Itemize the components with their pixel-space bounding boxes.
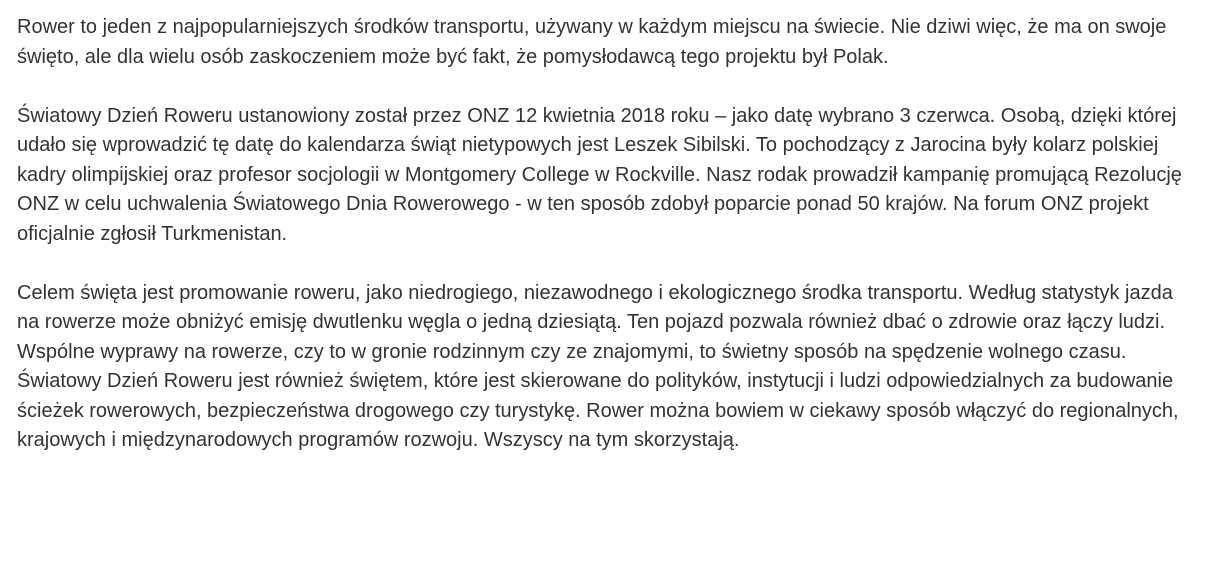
paragraph-history: Światowy Dzień Roweru ustanowiony został przez ONZ 12 kwietnia 2018 roku – jako datę wybrano 3 czerwca. Osobą, dzięki której udało się wprowadzić tę datę do kalendarza świąt nietypowych jest Leszek Sibilski. To pochodzący z Jarocina były kolarz polskiej kadry olimpijskiej oraz profesor socjologii w Montgomery College w Rockville. Nasz rodak prowadził kampanię promującą Rezolucję ONZ w celu uchwalenia Światowego Dnia Rowerowego - w ten sposób zdobył poparcie ponad 50 krajów. Na forum ONZ projekt oficjalnie zgłosił Turkmenistan. (17, 104, 1182, 245)
paragraph-purpose: Celem święta jest promowanie roweru, jako niedrogiego, niezawodnego i ekologicznego środka transportu. Według statystyk jazda na rowerze może obniżyć emisję dwutlenku węgla o jedną dziesiątą. Ten pojazd pozwala również dbać o zdrowie oraz łączy ludzi. Wspólne wyprawy na rowerze, czy to w gronie rodzinnym czy ze znajomymi, to świetny sposób na spędzenie wolnego czasu. Światowy Dzień Roweru jest również świętem, które jest skierowane do polityków, instytucji i ludzi odpowiedzialnych za budowanie ścieżek rowerowych, bezpieczeństwa drogowego czy turystykę. Rower można bowiem w ciekawy sposób włączyć do regionalnych, krajowych i międzynarodowych programów rozwoju. Wszyscy na tym skorzystają. (17, 281, 1179, 451)
paragraph-intro: Rower to jeden z najpopularniejszych środków transportu, używany w każdym miejscu na świecie. Nie dziwi więc, że ma on swoje święto, ale dla wielu osób zaskoczeniem może być fakt, że pomysłodawcą tego projektu był Polak. (17, 16, 1167, 68)
